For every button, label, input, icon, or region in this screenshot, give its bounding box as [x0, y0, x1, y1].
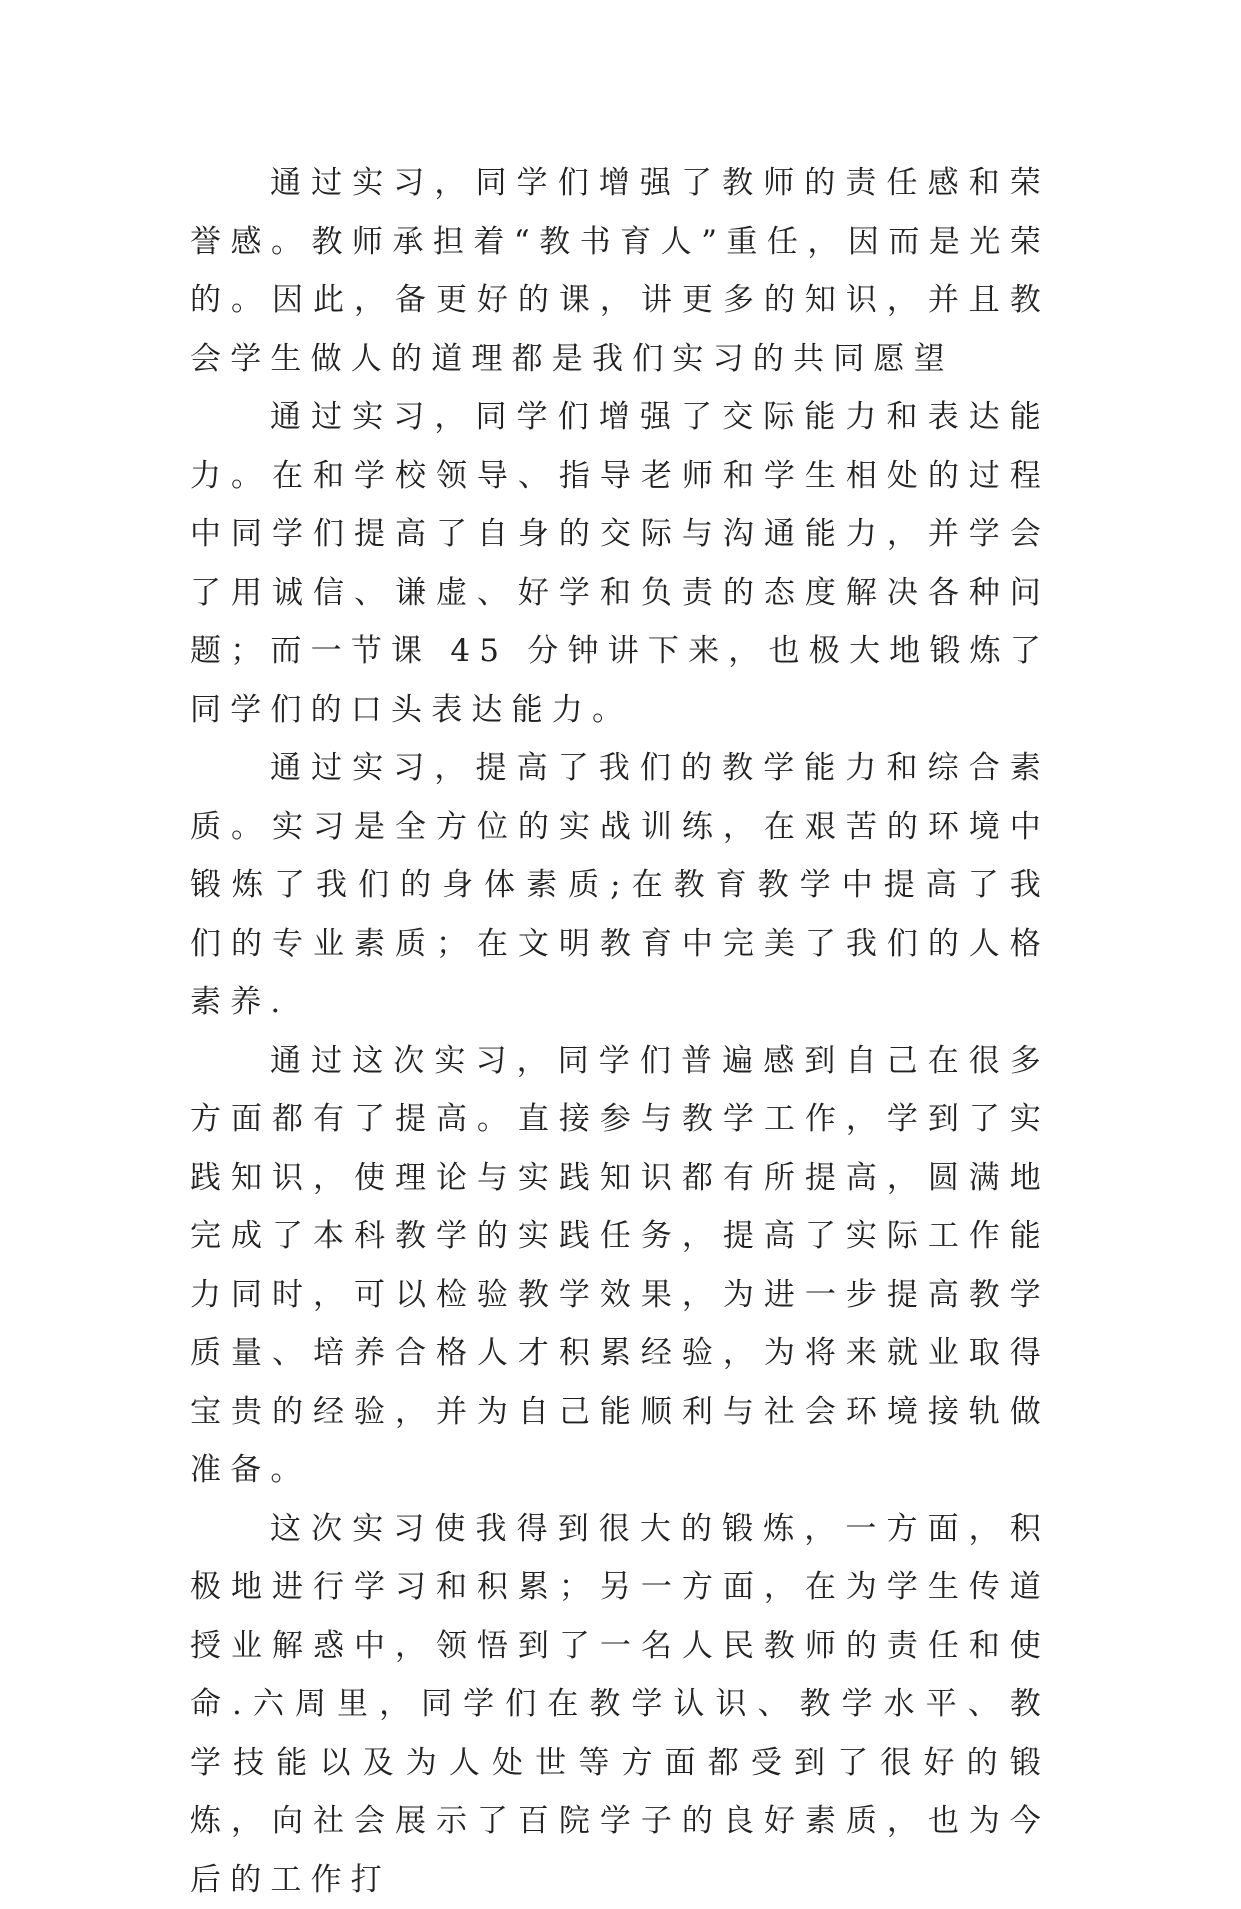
- paragraph-teaching-ability: 通过实习，提高了我们的教学能力和综合素质。实习是全方位的实战训练，在艰苦的环境中锻炼了我们的身体素质;在教育教学中提高了我们的专业素质；在文明教育中完美了我们的人格素养.: [190, 739, 1050, 1032]
- paragraph-experience: 这次实习使我得到很大的锻炼，一方面，积极地进行学习和积累；另一方面，在为学生传道授业解惑中，领悟到了一名人民教师的责任和使命.六周里，同学们在教学认识、教学水平、教学技能以及为人处世等方面都受到了很好的锻炼，向社会展示了百院学子的良好素质，也为今后的工作打: [190, 1500, 1050, 1909]
- paragraph-communication: 通过实习，同学们增强了交际能力和表达能力。在和学校领导、指导老师和学生相处的过程中同学们提高了自身的交际与沟通能力，并学会了用诚信、谦虚、好学和负责的态度解决各种问题；而一节课 45 分钟讲下来，也极大地锻炼了同学们的口头表达能力。: [190, 388, 1050, 739]
- paragraph-improvement: 通过这次实习，同学们普遍感到自己在很多方面都有了提高。直接参与教学工作，学到了实践知识，使理论与实践知识都有所提高，圆满地完成了本科教学的实践任务，提高了实际工作能力同时，可以检验教学效果，为进一步提高教学质量、培养合格人才积累经验，为将来就业取得宝贵的经验，并为自己能顺利与社会环境接轨做准备。: [190, 1032, 1050, 1500]
- document-body: [190, 154, 1050, 1909]
- paragraph-responsibility: 通过实习，同学们增强了教师的责任感和荣誉感。教师承担着“教书育人”重任，因而是光荣的。因此，备更好的课，讲更多的知识，并且教会学生做人的道理都是我们实习的共同愿望: [190, 154, 1050, 388]
